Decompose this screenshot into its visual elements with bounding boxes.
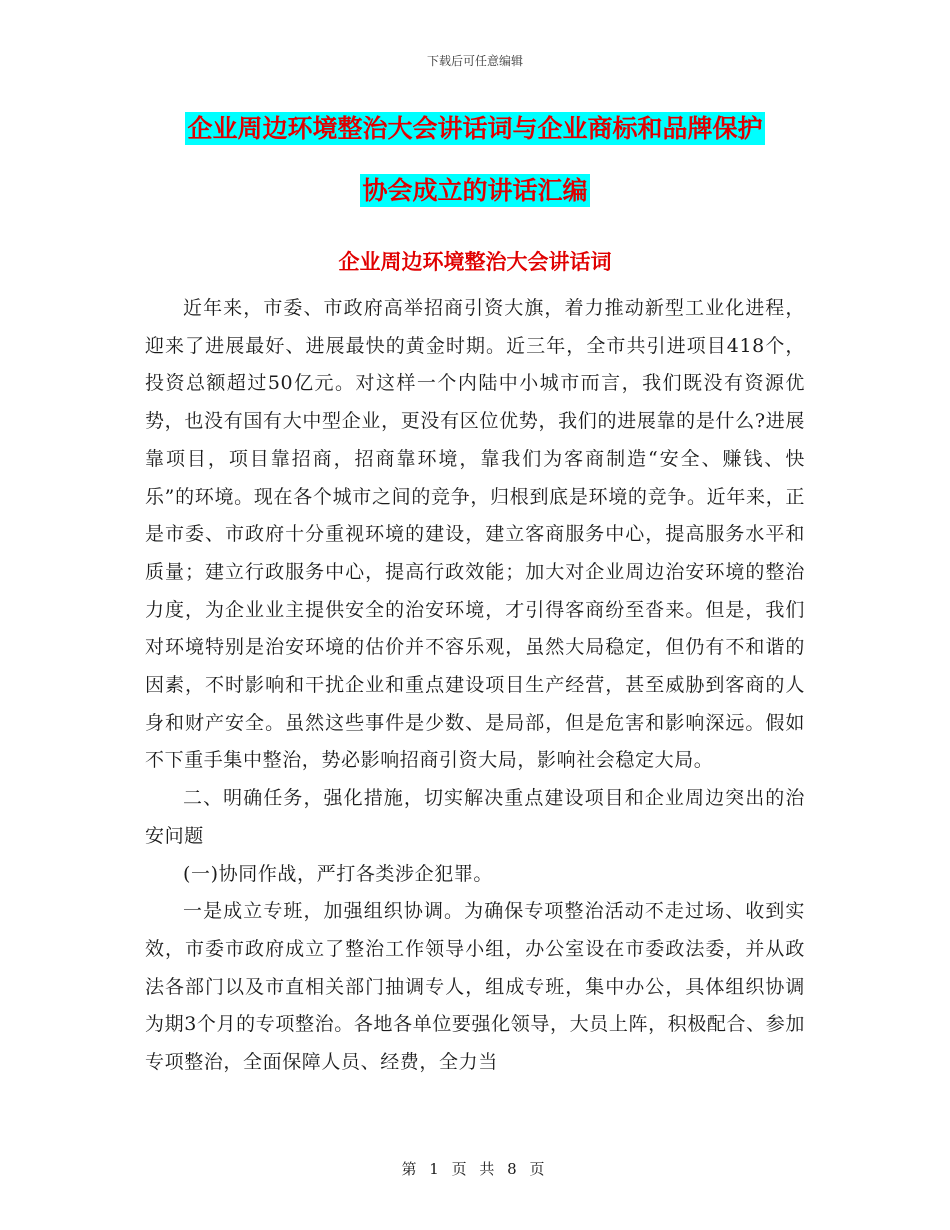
section-title: 企业周边环境整治大会讲话词 bbox=[338, 249, 612, 274]
document-title-text-1: 企业周边环境整治大会讲话词与企业商标和品牌保护 bbox=[187, 114, 763, 143]
document-body bbox=[145, 290, 805, 1082]
paragraph: 二、明确任务，强化措施，切实解决重点建设项目和企业周边突出的治安问题 bbox=[145, 787, 805, 847]
page-number: 第 1 页 共 8 页 bbox=[401, 1160, 549, 1178]
document-title-line-1 bbox=[0, 110, 950, 148]
paragraph: 一是成立专班，加强组织协调。为确保专项整治活动不走过场、收到实效，市委市政府成立了整治工作领导小组，办公室设在市委政法委，并从政法各部门以及市直相关部门抽调专人，组成专班，集中办公，具体组织协调为期3个月的专项整治。各地各单位要强化领导，大员上阵，积极配合、参加专项整治，全面保障人员、经费，全力当 bbox=[145, 900, 805, 1074]
document-title-line-2 bbox=[0, 172, 950, 210]
paragraph: 近年来，市委、市政府高举招商引资大旗，着力推动新型工业化进程，迎来了进展最好、进展最快的黄金时期。近三年，全市共引进项目418个，投资总额超过50亿元。对这样一个内陆中小城市而言，我们既没有资源优势，也没有国有大中型企业，更没有区位优势，我们的进展靠的是什么?进展靠项目，项目靠招商，招商靠环境，靠我们为客商制造“安全、赚钱、快乐”的环境。现在各个城市之间的竞争，归根到底是环境的竞争。近年来，正是市委、市政府十分重视环境的建设，建立客商服务中心，提高服务水平和质量；建立行政服务中心，提高行政效能；加大对企业周边治安环境的整治力度，为企业业主提供安全的治安环境，才引得客商纷至沓来。但是，我们对环境特别是治安环境的估价并不容乐观，虽然大局稳定，但仍有不和谐的因素，不时影响和干扰企业和重点建设项目生产经营，甚至威胁到客商的人身和财产安全。虽然这些事件是少数、是局部，但是危害和影响深远。假如不下重手集中整治，势必影响招商引资大局，影响社会稳定大局。 bbox=[145, 297, 805, 772]
paragraph: (一)协同作战，严打各类涉企犯罪。 bbox=[183, 862, 494, 885]
page-header-note: 下载后可任意编辑 bbox=[426, 54, 523, 68]
document-title-text-2: 协会成立的讲话汇编 bbox=[362, 176, 588, 205]
document-title bbox=[0, 110, 950, 234]
